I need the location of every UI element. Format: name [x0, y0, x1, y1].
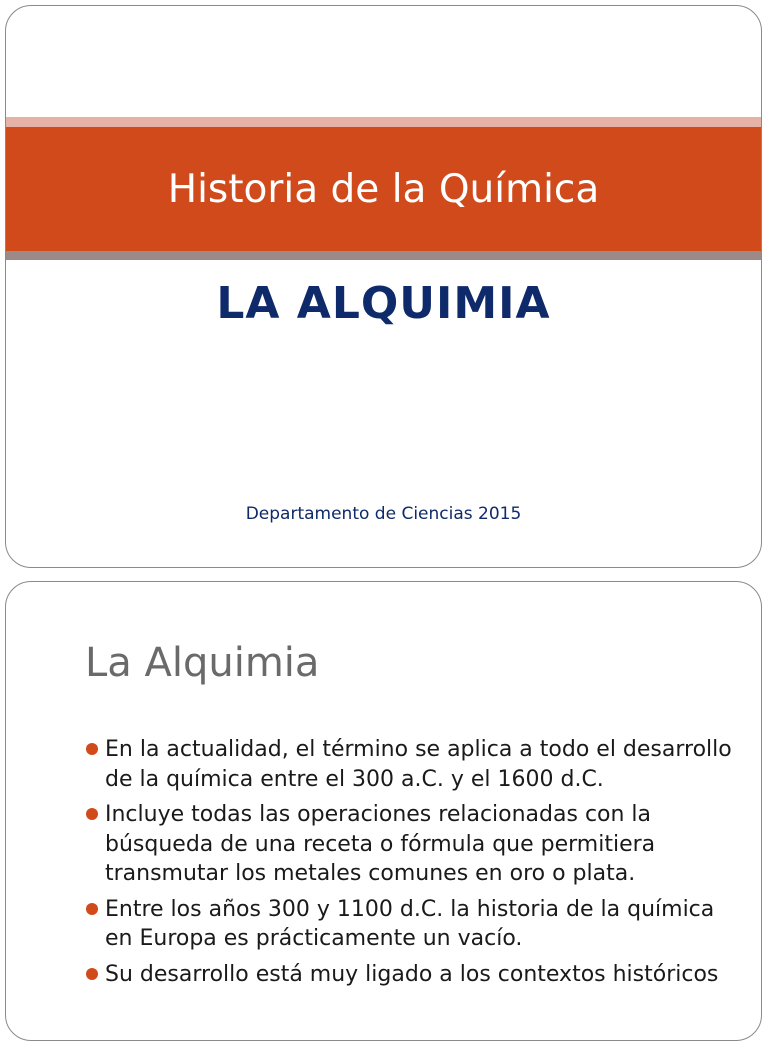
presentation-title: Historia de la Química — [167, 166, 600, 212]
bullet-item — [85, 735, 735, 794]
bullet-dot-icon — [86, 743, 98, 755]
presentation-subtitle: LA ALQUIMIA — [216, 278, 551, 329]
bullet-item — [85, 895, 735, 954]
bullet-dot-icon — [86, 968, 98, 980]
bullet-item — [85, 800, 735, 889]
bullet-text: Incluye todas las operaciones relacionadas con la búsqueda de una receta o fórmula que permitiera transmutar los metales comunes en oro o plata. — [105, 802, 656, 886]
title-slide — [5, 5, 762, 568]
bullet-dot-icon — [86, 903, 98, 915]
bullet-list — [85, 735, 735, 995]
slide-title: La Alquimia — [85, 640, 320, 686]
department-footer: Departamento de Ciencias 2015 — [245, 504, 522, 524]
bullet-text: Entre los años 300 y 1100 d.C. la historia de la química en Europa es prácticamente un vacío. — [105, 896, 715, 951]
bullet-item — [85, 960, 735, 990]
content-slide — [5, 581, 762, 1041]
bullet-text: Su desarrollo está muy ligado a los contextos históricos — [105, 961, 719, 987]
bullet-dot-icon — [86, 808, 98, 820]
bullet-text: En la actualidad, el término se aplica a todo el desarrollo de la química entre el 300 a.C. y el 1600 d.C. — [105, 737, 732, 792]
title-band-bottom-stripe — [6, 251, 761, 260]
title-band-top-stripe — [6, 117, 761, 127]
